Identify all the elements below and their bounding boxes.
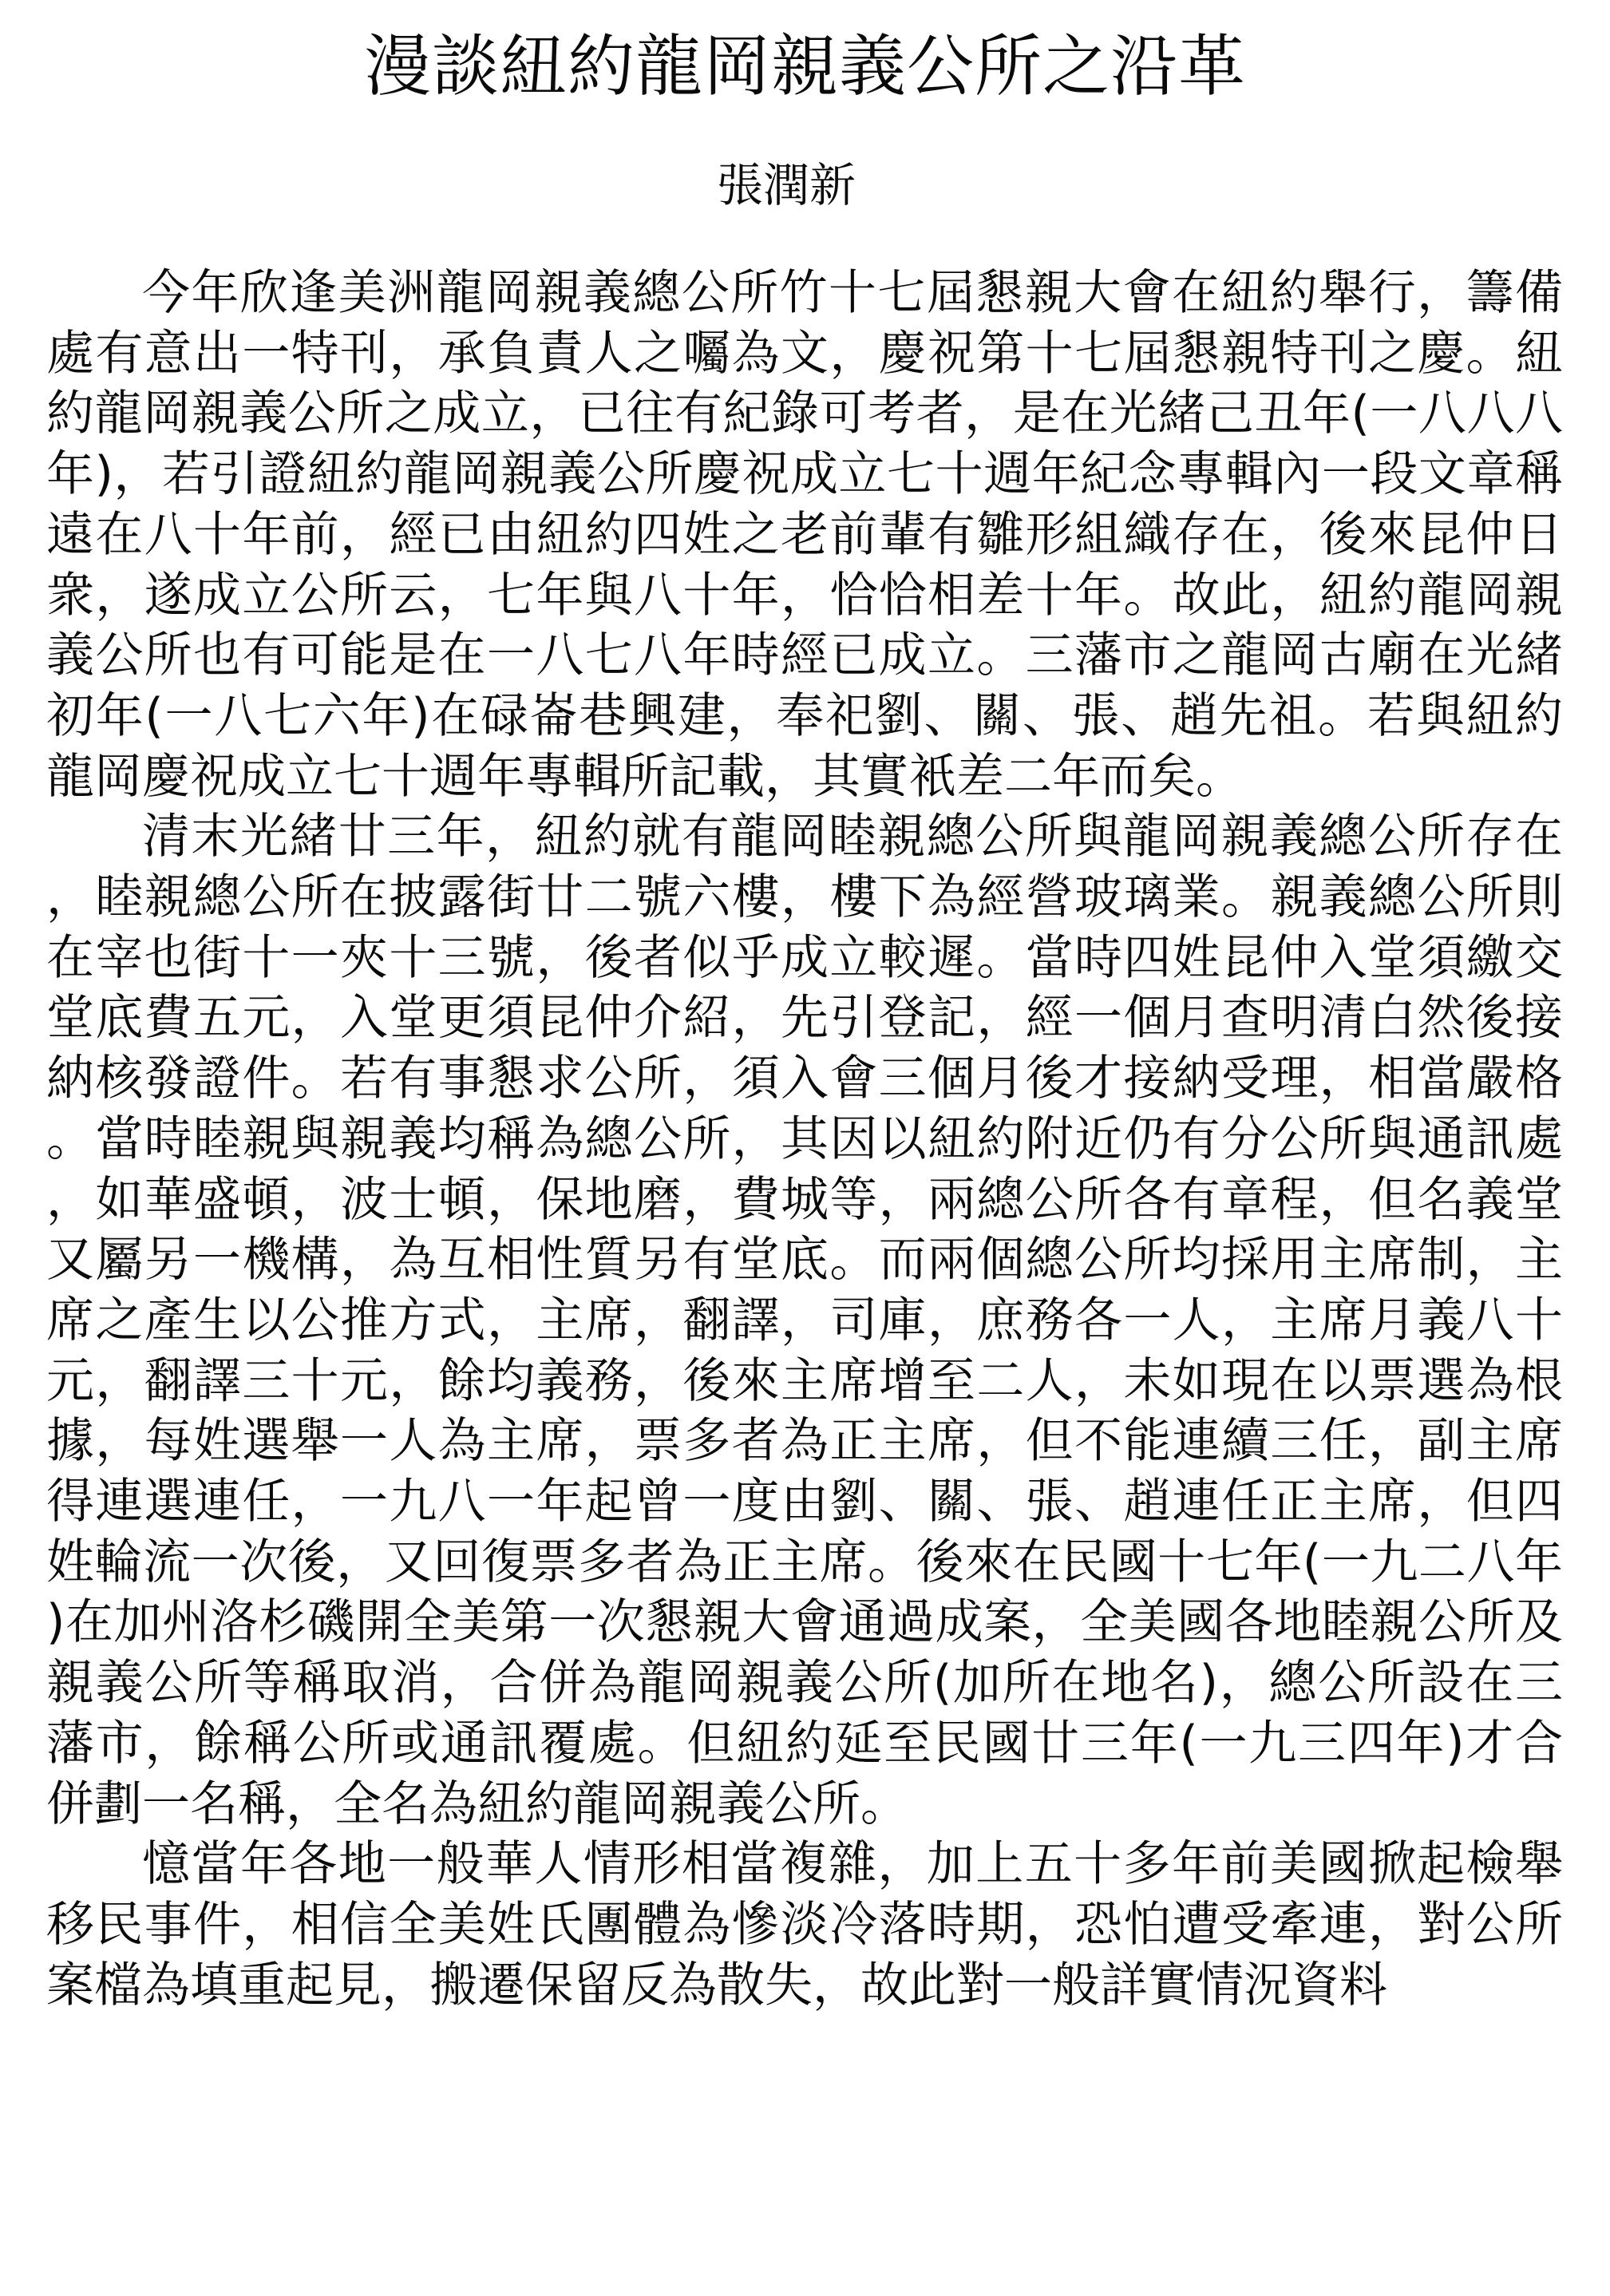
article-body: [46, 263, 1563, 2016]
paragraph: 今年欣逢美洲龍岡親義總公所竹十七屆懇親大會在紐約舉行，籌備處有意出一特刊，承負責人之囑為文，慶祝第十七屆懇親特刊之慶。紐約龍岡親義公所之成立，已往有紀錄可考者，是在光緒己丑年(一八八八年)，若引證紐約龍岡親義公所慶祝成立七十週年紀念專輯內一段文章稱遠在八十年前，經已由紐約四姓之老前輩有雛形組織存在，後來昆仲日衆，遂成立公所云，七年與八十年，恰恰相差十年。故此，紐約龍岡親義公所也有可能是在一八七八年時經已成立。三藩市之龍岡古廟在光緒初年(一八七六年)在碌崙巷興建，奉祀劉、關、張、趙先祖。若與紐約龍岡慶祝成立七十週年專輯所記載，其實衹差二年而矣。: [46, 265, 1564, 805]
article-author: 張潤新: [716, 158, 856, 212]
paragraph: 憶當年各地一般華人情形相當複雜，加上五十多年前美國掀起檢舉移民事件，相信全美姓氏團體為慘淡冷落時期，恐怕遭受牽連，對公所案檔為填重起見，搬遷保留反為散失，故此對一般詳實情況資料: [46, 1836, 1563, 2013]
article-title: 漫談紐約龍岡親義公所之沿革: [363, 27, 1246, 105]
paragraph: 清末光緒廿三年，紐約就有龍岡睦親總公所與龍岡親義總公所存在，睦親總公所在披露街廿二號六樓，樓下為經營玻璃業。親義總公所則在宰也街十一夾十三號，後者似乎成立較遲。當時四姓昆仲入堂須繳交堂底費五元，入堂更須昆仲介紹，先引登記，經一個月查明清白然後接納核發證件。若有事懇求公所，須入會三個月後才接納受理，相當嚴格。當時睦親與親義均稱為總公所，其因以紐約附近仍有分公所與通訊處，如華盛頓，波士頓，保地磨，費城等，兩總公所各有章程，但名義堂又屬另一機構，為互相性質另有堂底。而兩個總公所均採用主席制，主席之產生以公推方式，主席，翻譯，司庫，庶務各一人，主席月義八十元，翻譯三十元，餘均義務，後來主席增至二人，未如現在以票選為根據，每姓選舉一人為主席，票多者為正主席，但不能連續三任，副主席得連選連任，一九八一年起曾一度由劉、關、張、趙連任正主席，但四姓輪流一次後，又回復票多者為正主席。後來在民國十七年(一九二八年)在加州洛杉磯開全美第一次懇親大會通過成案，全美國各地睦親公所及親義公所等稱取消，合併為龍岡親義公所(加所在地名)，總公所設在三藩市，餘稱公所或通訊覆處。但紐約延至民國廿三年(一九三四年)才合併劃一名稱，全名為紐約龍岡親義公所。: [46, 809, 1563, 1832]
